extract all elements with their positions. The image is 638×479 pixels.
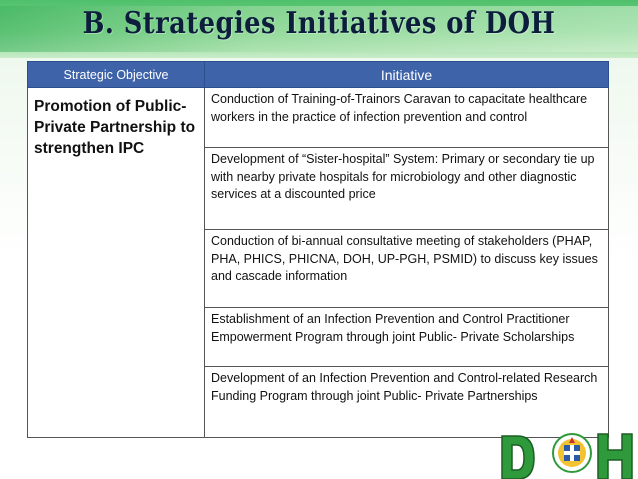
slide-title: B. Strategies Initiatives of DOH [82, 6, 556, 41]
header-initiative: Initiative [205, 62, 609, 88]
initiative-cell: Establishment of an Infection Prevention and Control Practitioner Empowerment Program through joint Public- Private Scholarships [205, 308, 609, 367]
initiative-cell: Conduction of Training-of-Trainors Caravan to capacitate healthcare workers in the practice of infection prevention and control [205, 88, 609, 148]
initiative-cell: Conduction of bi-annual consultative meeting of stakeholders (PHAP, PHA, PHICS, PHICNA, DOH, UP-PGH, PSMID) to discuss key issues and cascade information [205, 230, 609, 308]
table-row [28, 88, 609, 148]
strategic-objective-cell: Promotion of Public- Private Partnership to strengthen IPC [28, 88, 205, 438]
doh-logo [498, 422, 638, 479]
initiative-cell: Development of an Infection Prevention and Control-related Research Funding Program through joint Public- Private Partnerships [205, 367, 609, 438]
table-header-row [28, 62, 609, 88]
header-strategic-objective: Strategic Objective [28, 62, 205, 88]
doh-seal-icon [553, 434, 591, 472]
initiative-cell: Development of “Sister-hospital” System: Primary or secondary tie up with nearby private hospitals for microbiology and other diagnostic services at a discounted price [205, 148, 609, 230]
strategies-table [27, 61, 609, 438]
